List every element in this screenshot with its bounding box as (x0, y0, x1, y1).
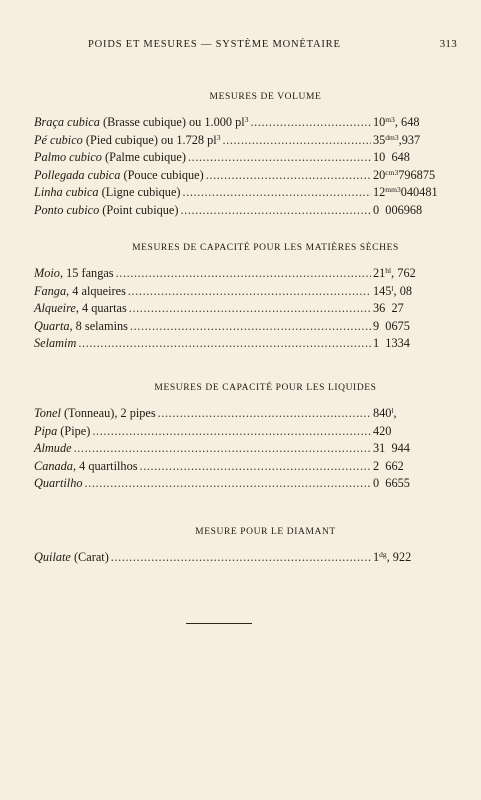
measure-value (373, 202, 457, 220)
measure-description: (Pouce cubique) (120, 167, 204, 182)
measure-label (34, 335, 76, 353)
dot-leader (111, 549, 371, 567)
measure-description-exponent: 3 (244, 115, 249, 124)
measure-name: Pollegada cubica (34, 167, 121, 182)
measure-label (34, 265, 114, 283)
section-dry-capacity (34, 243, 457, 353)
measure-value (373, 475, 457, 493)
value-main: 12 (373, 185, 386, 200)
closing-rule (186, 623, 252, 624)
measure-name: Fanga (34, 283, 67, 298)
value-decimals: 648 (385, 150, 410, 165)
value-main: 1 (373, 336, 380, 351)
table-row (34, 149, 457, 167)
header-title: POIDS ET MESURES — SYSTÈME MONÉTAIRE (88, 39, 341, 50)
measure-label (34, 132, 220, 150)
measure-label (34, 184, 181, 202)
value-unit: dm3 (385, 132, 399, 142)
dot-leader (92, 423, 371, 441)
value-decimals: , 648 (394, 115, 420, 129)
value-decimals: 040481 (400, 185, 438, 200)
table-row (34, 300, 457, 318)
measure-name: Canada (34, 458, 73, 473)
measure-value (373, 184, 457, 202)
value-unit: hl (385, 266, 392, 275)
measure-value (373, 335, 457, 353)
value-main: 145 (373, 283, 392, 298)
section-diamond (34, 527, 457, 567)
measure-value (373, 265, 457, 283)
measure-value (373, 283, 457, 301)
measure-description: (Palme cubique) (101, 150, 186, 165)
value-main: 10 (373, 150, 386, 165)
measure-label (34, 300, 127, 318)
dot-leader (85, 475, 371, 493)
table-row (34, 132, 457, 150)
measure-description: , 4 alqueires (66, 283, 126, 298)
measure-label (34, 440, 72, 458)
section-liquid-capacity (34, 383, 457, 493)
measure-description: , 8 selamins (69, 318, 128, 333)
table-row (34, 283, 457, 301)
value-decimals: ,937 (398, 132, 421, 147)
measure-label (34, 283, 126, 301)
value-main: 0 (373, 202, 380, 217)
dot-leader (129, 300, 371, 318)
table-row (34, 475, 457, 493)
dot-leader (128, 283, 371, 301)
measure-label (34, 458, 138, 476)
dot-leader (130, 318, 371, 336)
dot-leader (250, 114, 371, 132)
measure-description: , 4 quartilhos (72, 458, 138, 473)
measure-value (373, 300, 457, 318)
measure-name: Ponto cubico (34, 202, 100, 217)
value-decimals: 27 (385, 301, 404, 316)
dot-leader (116, 265, 371, 283)
measure-name: Selamim (34, 336, 77, 351)
measure-value (373, 167, 457, 185)
value-main: 0 (373, 476, 380, 491)
measure-value (373, 405, 457, 423)
value-decimals: 662 (379, 458, 404, 473)
table-row (34, 423, 457, 441)
measure-name: Pipa (34, 423, 58, 438)
measure-label (34, 114, 248, 132)
value-decimals: 6655 (379, 476, 410, 491)
table-row (34, 184, 457, 202)
table-row (34, 335, 457, 353)
dot-leader (158, 405, 371, 423)
section-title: MESURES DE CAPACITÉ POUR LES LIQUIDES (154, 383, 377, 393)
value-decimals: , 762 (391, 266, 416, 280)
measure-value (373, 149, 457, 167)
dot-leader (180, 202, 371, 220)
measure-description: , 4 quartas (75, 301, 127, 316)
table-row (34, 114, 457, 132)
measure-name: Quartilho (34, 476, 83, 491)
measure-value (373, 458, 457, 476)
measure-label (34, 475, 83, 493)
running-header (88, 38, 457, 50)
dot-leader (78, 335, 371, 353)
measure-description: (Ligne cubique) (98, 185, 181, 200)
value-decimals: 006968 (379, 202, 423, 217)
value-main: 2 (373, 458, 380, 473)
measure-description: (Brasse cubique) ou 1.000 pl (99, 115, 245, 129)
value-decimals: , 922 (386, 550, 412, 564)
dot-leader (183, 184, 371, 202)
table-row (34, 167, 457, 185)
measure-name: Alqueire (34, 301, 76, 316)
measure-description: (Carat) (70, 550, 109, 564)
value-main: 35 (373, 132, 386, 147)
measure-value (373, 132, 457, 150)
table-row (34, 440, 457, 458)
measure-name: Palmo cubico (34, 150, 102, 165)
table-row (34, 318, 457, 336)
measure-name: Braça cubica (34, 115, 100, 129)
value-decimals: 944 (385, 441, 410, 456)
measure-value (373, 114, 457, 132)
measure-name: Almude (34, 441, 72, 456)
page-number: 313 (439, 38, 457, 50)
value-decimals: 0675 (379, 318, 410, 333)
value-unit: m3 (385, 115, 395, 124)
value-unit: dg (379, 550, 387, 559)
measure-description: , 15 fangas (59, 266, 114, 280)
measure-label (34, 149, 186, 167)
measure-description: (Pipe) (57, 423, 91, 438)
value-main: 10 (373, 115, 386, 129)
value-main: 1 (373, 550, 380, 564)
dot-leader (74, 440, 371, 458)
measure-value (373, 423, 457, 441)
value-decimals: 1334 (379, 336, 410, 351)
measure-name: Linha cubica (34, 185, 99, 200)
value-unit: l (391, 406, 394, 415)
measure-description: (Point cubique) (99, 202, 179, 217)
table-row (34, 265, 457, 283)
value-decimals: , 08 (393, 283, 412, 298)
measure-description: (Tonneau), 2 pipes (60, 406, 156, 420)
value-decimals: 796875 (398, 167, 436, 182)
measure-label (34, 549, 109, 567)
dot-leader (222, 132, 371, 150)
measure-name: Pé cubico (34, 132, 83, 147)
value-main: 840 (373, 406, 392, 420)
section-title: MESURES DE VOLUME (209, 92, 322, 102)
dot-leader (206, 167, 371, 185)
dot-leader (188, 149, 371, 167)
measure-value (373, 549, 457, 567)
dot-leader (140, 458, 371, 476)
measure-label (34, 167, 204, 185)
value-main: 36 (373, 301, 386, 316)
measure-name: Moio (34, 266, 60, 280)
measure-label (34, 202, 178, 220)
table-row (34, 202, 457, 220)
section-volume (34, 92, 457, 220)
measure-name: Tonel (34, 406, 61, 420)
value-unit: mm3 (385, 185, 401, 195)
measure-name: Quilate (34, 550, 71, 564)
value-unit: l (391, 283, 394, 293)
section-title: MESURE POUR LE DIAMANT (195, 527, 336, 537)
value-decimals: , (393, 406, 397, 420)
measure-label (34, 405, 156, 423)
table-row (34, 458, 457, 476)
table-row (34, 405, 457, 423)
measure-name: Quarta (34, 318, 70, 333)
measure-description: (Pied cubique) ou 1.728 pl (82, 132, 217, 147)
measure-value (373, 440, 457, 458)
value-main: 31 (373, 441, 386, 456)
section-title: MESURES DE CAPACITÉ POUR LES MATIÈRES SÈCHES (132, 243, 399, 253)
value-unit: cm3 (385, 167, 399, 177)
value-main: 420 (373, 423, 392, 438)
value-main: 20 (373, 167, 386, 182)
measure-label (34, 423, 90, 441)
value-main: 9 (373, 318, 380, 333)
value-main: 21 (373, 266, 386, 280)
measure-description-exponent: 3 (216, 132, 221, 142)
measure-value (373, 318, 457, 336)
table-row (34, 549, 457, 567)
measure-label (34, 318, 128, 336)
